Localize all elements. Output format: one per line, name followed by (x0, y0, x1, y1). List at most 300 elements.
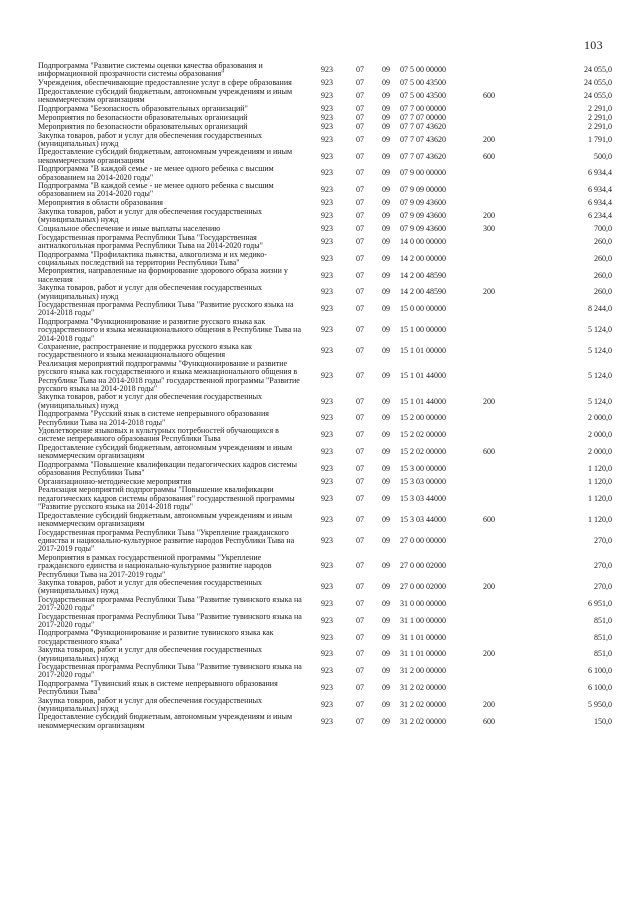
target-item-code: 15 1 01 00000 (400, 346, 446, 356)
row-name: Удовлетворение языковых и культурных потребностей обучающихся в системе непрерывного образования Республики Тыва (38, 426, 279, 444)
expense-type-code (470, 410, 508, 427)
target-item-code: 07 9 09 00000 (400, 185, 446, 195)
target-item-code: 31 1 01 00000 (400, 632, 446, 642)
section-code: 07 (356, 582, 364, 592)
admin-code: 923 (321, 198, 333, 208)
table-row (38, 132, 612, 149)
subsection-code: 09 (382, 476, 390, 486)
amount: 24 055,0 (584, 91, 612, 101)
expense-type-code: 200 (483, 287, 495, 297)
expense-type-code (470, 554, 508, 579)
section-code: 07 (356, 103, 364, 113)
target-item-code: 07 7 07 43620 (400, 121, 446, 131)
subsection-code: 09 (382, 683, 390, 693)
target-item-code: 07 7 07 00000 (400, 112, 446, 122)
amount: 24 055,0 (584, 65, 612, 75)
section-code: 07 (356, 413, 364, 423)
section-code: 07 (356, 223, 364, 233)
table-row (38, 579, 612, 596)
target-item-code: 31 2 02 00000 (400, 716, 446, 726)
subsection-code: 09 (382, 396, 390, 406)
row-name: Подпрограмма "Безопасность образовательных организаций" (38, 103, 248, 113)
expense-type-code (470, 486, 508, 511)
table-row (38, 646, 612, 663)
target-item-code: 31 1 00 00000 (400, 615, 446, 625)
target-item-code: 31 2 02 00000 (400, 699, 446, 709)
row-name: Подпрограмма "Тувинский язык в системе непрерывного образования Республики Тыва" (38, 678, 278, 697)
admin-code: 923 (321, 447, 333, 457)
amount: 5 950,0 (588, 699, 612, 709)
admin-code: 923 (321, 287, 333, 297)
row-name: Мероприятия в рамках государственной программы "Укрепление гражданского единства и национально-культурное развитие народов Республики Тыва на 2017-2019 годы" (38, 552, 272, 579)
expense-type-code (470, 165, 508, 182)
section-code: 07 (356, 716, 364, 726)
expense-type-code (470, 182, 508, 199)
expense-type-code (470, 427, 508, 444)
row-name: Государственная программа Республики Тыва "Развитие русского языка на 2014-2018 годы" (38, 299, 294, 318)
expense-type-code (470, 123, 508, 132)
table-row (38, 88, 612, 105)
admin-code: 923 (321, 151, 333, 161)
amount: 1 120,0 (588, 493, 612, 503)
target-item-code: 07 9 09 43600 (400, 223, 446, 233)
admin-code: 923 (321, 463, 333, 473)
target-item-code: 15 3 03 44000 (400, 493, 446, 503)
table-row (38, 663, 612, 680)
expense-type-code (470, 251, 508, 268)
amount: 851,0 (594, 632, 612, 642)
amount: 1 791,0 (588, 134, 612, 144)
row-name: Мероприятия, направленные на формирование здорового образа жизни у населения (38, 266, 288, 284)
amount: 2 000,0 (588, 413, 612, 423)
table-row (38, 62, 612, 79)
section-code: 07 (356, 493, 364, 503)
target-item-code: 14 2 00 48590 (400, 287, 446, 297)
amount: 260,0 (594, 270, 612, 280)
admin-code: 923 (321, 561, 333, 571)
expense-type-code: 200 (483, 134, 495, 144)
expense-type-code (470, 301, 508, 318)
section-code: 07 (356, 78, 364, 88)
section-code: 07 (356, 304, 364, 314)
row-name: Организационно-методические мероприятия (38, 476, 192, 486)
section-code: 07 (356, 683, 364, 693)
subsection-code: 09 (382, 287, 390, 297)
admin-code: 923 (321, 582, 333, 592)
expense-type-code: 600 (483, 514, 495, 524)
row-name: Государственная программа Республики Тыва "Государственная антиалкогольная программа Республики Тыва на 2014-2020 годы" (38, 232, 263, 251)
amount: 5 124,0 (588, 371, 612, 381)
admin-code: 923 (321, 535, 333, 545)
row-name: Подпрограмма "Развитие системы оценки качества образования и информационной прозрачности системы образования" (38, 61, 263, 79)
admin-code: 923 (321, 168, 333, 178)
subsection-code: 09 (382, 304, 390, 314)
subsection-code: 09 (382, 211, 390, 221)
expense-type-code (470, 343, 508, 360)
subsection-code: 09 (382, 121, 390, 131)
target-item-code: 07 9 09 43600 (400, 211, 446, 221)
row-name: Закупка товаров, работ и услуг для обеспечения государственных (муниципальных) нужд (38, 392, 263, 410)
budget-table (38, 62, 612, 730)
row-name: Закупка товаров, работ и услуг для обеспечения государственных (муниципальных) нужд (38, 283, 263, 301)
subsection-code: 09 (382, 598, 390, 608)
admin-code: 923 (321, 413, 333, 423)
section-code: 07 (356, 270, 364, 280)
table-row (38, 360, 612, 394)
target-item-code: 07 5 00 43500 (400, 91, 446, 101)
admin-code: 923 (321, 396, 333, 406)
amount: 150,0 (594, 716, 612, 726)
amount: 5 124,0 (588, 346, 612, 356)
table-row (38, 318, 612, 343)
amount: 6 234,4 (588, 211, 612, 221)
amount: 5 124,0 (588, 325, 612, 335)
amount: 24 055,0 (584, 78, 612, 88)
admin-code: 923 (321, 112, 333, 122)
subsection-code: 09 (382, 615, 390, 625)
subsection-code: 09 (382, 699, 390, 709)
amount: 6 100,0 (588, 666, 612, 676)
subsection-code: 09 (382, 185, 390, 195)
section-code: 07 (356, 65, 364, 75)
amount: 270,0 (594, 535, 612, 545)
row-name: Государственная программа Республики Тыва "Развитие тувинского языка на 2017-2020 годы" (38, 594, 302, 613)
row-name: Предоставление субсидий бюджетным, автономным учреждениям и иным некоммерческим организациям (38, 147, 293, 165)
section-code: 07 (356, 371, 364, 381)
row-name: Мероприятия по безопасности образовательных организаций (38, 112, 248, 122)
target-item-code: 15 0 00 00000 (400, 304, 446, 314)
table-row (38, 554, 612, 579)
section-code: 07 (356, 151, 364, 161)
admin-code: 923 (321, 253, 333, 263)
admin-code: 923 (321, 699, 333, 709)
expense-type-code: 200 (483, 211, 495, 221)
amount: 6 951,0 (588, 598, 612, 608)
subsection-code: 09 (382, 151, 390, 161)
section-code: 07 (356, 632, 364, 642)
admin-code: 923 (321, 683, 333, 693)
row-name: Предоставление субсидий бюджетным, автономным учреждениям и иным некоммерческим организациям (38, 712, 293, 730)
table-row (38, 512, 612, 529)
expense-type-code (470, 613, 508, 630)
table-row (38, 629, 612, 646)
section-code: 07 (356, 396, 364, 406)
admin-code: 923 (321, 514, 333, 524)
amount: 260,0 (594, 236, 612, 246)
target-item-code: 07 7 07 43620 (400, 134, 446, 144)
row-name: Предоставление субсидий бюджетным, автономным учреждениям и иным некоммерческим организациям (38, 510, 293, 529)
expense-type-code: 600 (483, 447, 495, 457)
admin-code: 923 (321, 346, 333, 356)
target-item-code: 27 0 00 02000 (400, 582, 446, 592)
amount: 6 934,4 (588, 168, 612, 178)
expense-type-code (470, 318, 508, 343)
subsection-code: 09 (382, 325, 390, 335)
expense-type-code (470, 663, 508, 680)
admin-code: 923 (321, 185, 333, 195)
row-name: Подпрограмма "Русский язык в системе непрерывного образования Республики Тыва на 2014-2018 годы" (38, 409, 269, 427)
section-code: 07 (356, 447, 364, 457)
subsection-code: 09 (382, 134, 390, 144)
table-row (38, 461, 612, 478)
subsection-code: 09 (382, 103, 390, 113)
row-name: Закупка товаров, работ и услуг для обеспечения государственных (муниципальных) нужд (38, 130, 263, 149)
target-item-code: 27 0 00 02000 (400, 561, 446, 571)
row-name: Предоставление субсидий бюджетным, автономным учреждениям и иным некоммерческим организациям (38, 442, 293, 461)
subsection-code: 09 (382, 561, 390, 571)
row-name: Учреждения, обеспечивающие предоставление услуг в сфере образования (38, 78, 292, 88)
row-name: Предоставление субсидий бюджетным, автономным учреждениям и иным некоммерческим организациям (38, 86, 293, 105)
expense-type-code: 200 (483, 649, 495, 659)
subsection-code: 09 (382, 649, 390, 659)
table-row (38, 208, 612, 225)
row-name: Социальное обеспечение и иные выплаты населению (38, 223, 221, 233)
amount: 6 934,4 (588, 198, 612, 208)
expense-type-code: 600 (483, 151, 495, 161)
section-code: 07 (356, 476, 364, 486)
target-item-code: 31 0 00 00000 (400, 598, 446, 608)
expense-type-code (470, 360, 508, 394)
subsection-code: 09 (382, 632, 390, 642)
expense-type-code: 300 (483, 223, 495, 233)
target-item-code: 14 2 00 00000 (400, 253, 446, 263)
section-code: 07 (356, 134, 364, 144)
admin-code: 923 (321, 325, 333, 335)
section-code: 07 (356, 346, 364, 356)
admin-code: 923 (321, 236, 333, 246)
subsection-code: 09 (382, 346, 390, 356)
amount: 2 000,0 (588, 447, 612, 457)
admin-code: 923 (321, 223, 333, 233)
expense-type-code: 600 (483, 716, 495, 726)
subsection-code: 09 (382, 430, 390, 440)
admin-code: 923 (321, 476, 333, 486)
target-item-code: 07 7 00 00000 (400, 103, 446, 113)
subsection-code: 09 (382, 270, 390, 280)
amount: 2 291,0 (588, 103, 612, 113)
section-code: 07 (356, 211, 364, 221)
target-item-code: 31 1 01 00000 (400, 649, 446, 659)
admin-code: 923 (321, 103, 333, 113)
row-name: Подпрограмма "В каждой семье - не менее одного ребенка с высшим образованием на 2014-2020 годы" (38, 181, 274, 199)
expense-type-code: 200 (483, 396, 495, 406)
target-item-code: 14 0 00 00000 (400, 236, 446, 246)
row-name: Мероприятия в области образования (38, 198, 163, 208)
subsection-code: 09 (382, 413, 390, 423)
row-name: Подпрограмма "Функционирование и развитие тувинского языка как государственного языка" (38, 628, 274, 646)
row-name: Сохранение, распространение и поддержка русского языка как государственного и языка межнационального общения (38, 341, 253, 360)
table-row (38, 393, 612, 410)
section-code: 07 (356, 514, 364, 524)
subsection-code: 09 (382, 112, 390, 122)
admin-code: 923 (321, 211, 333, 221)
table-row (38, 680, 612, 697)
row-name: Государственная программа Республики Тыва "Развитие тувинского языка на 2017-2020 годы" (38, 611, 302, 629)
target-item-code: 15 1 00 00000 (400, 325, 446, 335)
expense-type-code (470, 62, 508, 79)
expense-type-code (470, 529, 508, 554)
table-row (38, 410, 612, 427)
target-item-code: 15 1 01 44000 (400, 396, 446, 406)
row-name: Подпрограмма "В каждой семье - не менее одного ребенка с высшим образованием на 2014-2020 годы" (38, 164, 274, 182)
expense-type-code (470, 596, 508, 613)
amount: 2 291,0 (588, 121, 612, 131)
amount: 2 291,0 (588, 112, 612, 122)
subsection-code: 09 (382, 582, 390, 592)
amount: 6 100,0 (588, 683, 612, 693)
target-item-code: 15 3 03 00000 (400, 476, 446, 486)
subsection-code: 09 (382, 253, 390, 263)
subsection-code: 09 (382, 447, 390, 457)
target-item-code: 15 2 02 00000 (400, 430, 446, 440)
section-code: 07 (356, 287, 364, 297)
expense-type-code (470, 199, 508, 208)
row-name: Закупка товаров, работ и услуг для обеспечения государственных (муниципальных) нужд (38, 645, 263, 663)
admin-code: 923 (321, 78, 333, 88)
target-item-code: 15 1 01 44000 (400, 371, 446, 381)
table-row (38, 182, 612, 199)
expense-type-code (470, 477, 508, 486)
target-item-code: 15 3 03 44000 (400, 514, 446, 524)
row-name: Закупка товаров, работ и услуг для обеспечения государственных (муниципальных) нужд (38, 206, 263, 225)
table-row (38, 697, 612, 714)
section-code: 07 (356, 185, 364, 195)
row-name: Подпрограмма "Повышение квалификации педагогических кадров системы образования Республики Тыва" (38, 459, 297, 478)
table-row (38, 234, 612, 251)
expense-type-code (470, 234, 508, 251)
row-name: Подпрограмма "Функционирование и развитие русского языка как государственного и языка межнационального общения в Республике Тыва на 2014-2018 годы" (38, 316, 301, 343)
target-item-code: 07 5 00 00000 (400, 65, 446, 75)
target-item-code: 15 2 02 00000 (400, 447, 446, 457)
subsection-code: 09 (382, 198, 390, 208)
target-item-code: 15 3 00 00000 (400, 463, 446, 473)
row-name: Государственная программа Республики Тыва "Развитие тувинского языка на 2017-2020 годы" (38, 662, 302, 680)
amount: 260,0 (594, 287, 612, 297)
section-code: 07 (356, 561, 364, 571)
target-item-code: 27 0 00 00000 (400, 535, 446, 545)
section-code: 07 (356, 598, 364, 608)
expense-type-code (470, 114, 508, 123)
table-row (38, 427, 612, 444)
amount: 260,0 (594, 253, 612, 263)
table-row (38, 444, 612, 461)
amount: 2 000,0 (588, 430, 612, 440)
row-name: Закупка товаров, работ и услуг для обеспечения государственных (муниципальных) нужд (38, 577, 263, 596)
section-code: 07 (356, 666, 364, 676)
row-name: Реализация мероприятий подпрограммы "Функционирование и развитие русского языка как государственного и языка межнационального общения в Республике Тыва на 2014-2018 годы" государственной программы "Развитие русского языка на 2014-2018 годы" (38, 358, 300, 393)
amount: 700,0 (594, 223, 612, 233)
target-item-code: 07 9 00 00000 (400, 168, 446, 178)
amount: 500,0 (594, 151, 612, 161)
expense-type-code (470, 267, 508, 284)
target-item-code: 14 2 00 48590 (400, 270, 446, 280)
table-row (38, 251, 612, 268)
subsection-code: 09 (382, 78, 390, 88)
subsection-code: 09 (382, 716, 390, 726)
row-name: Мероприятия по безопасности образовательных организаций (38, 121, 248, 131)
amount: 851,0 (594, 615, 612, 625)
amount: 270,0 (594, 561, 612, 571)
amount: 270,0 (594, 582, 612, 592)
expense-type-code (470, 79, 508, 88)
admin-code: 923 (321, 91, 333, 101)
target-item-code: 07 9 09 43600 (400, 198, 446, 208)
row-name: Закупка товаров, работ и услуг для обеспечения государственных (муниципальных) нужд (38, 695, 263, 714)
admin-code: 923 (321, 65, 333, 75)
admin-code: 923 (321, 371, 333, 381)
target-item-code: 07 5 00 43500 (400, 78, 446, 88)
section-code: 07 (356, 253, 364, 263)
table-row (38, 148, 612, 165)
table-row (38, 301, 612, 318)
table-row (38, 267, 612, 284)
expense-type-code: 200 (483, 582, 495, 592)
section-code: 07 (356, 649, 364, 659)
admin-code: 923 (321, 270, 333, 280)
section-code: 07 (356, 121, 364, 131)
subsection-code: 09 (382, 223, 390, 233)
table-row (38, 486, 612, 511)
section-code: 07 (356, 325, 364, 335)
table-row (38, 284, 612, 301)
subsection-code: 09 (382, 463, 390, 473)
table-row (38, 165, 612, 182)
subsection-code: 09 (382, 168, 390, 178)
target-item-code: 07 7 07 43620 (400, 151, 446, 161)
subsection-code: 09 (382, 514, 390, 524)
amount: 6 934,4 (588, 185, 612, 195)
admin-code: 923 (321, 615, 333, 625)
subsection-code: 09 (382, 493, 390, 503)
admin-code: 923 (321, 716, 333, 726)
subsection-code: 09 (382, 65, 390, 75)
admin-code: 923 (321, 430, 333, 440)
section-code: 07 (356, 463, 364, 473)
subsection-code: 09 (382, 91, 390, 101)
subsection-code: 09 (382, 371, 390, 381)
admin-code: 923 (321, 134, 333, 144)
amount: 1 120,0 (588, 476, 612, 486)
expense-type-code: 200 (483, 699, 495, 709)
expense-type-code (470, 680, 508, 697)
amount: 1 120,0 (588, 463, 612, 473)
subsection-code: 09 (382, 535, 390, 545)
section-code: 07 (356, 699, 364, 709)
target-item-code: 15 2 00 00000 (400, 413, 446, 423)
expense-type-code (470, 105, 508, 114)
admin-code: 923 (321, 121, 333, 131)
target-item-code: 31 2 00 00000 (400, 666, 446, 676)
row-name: Государственная программа Республики Тыва "Укрепление гражданского единства и национально-культурное развитие народов Республики Тыва на 2017-2019 годы" (38, 527, 295, 554)
admin-code: 923 (321, 666, 333, 676)
amount: 851,0 (594, 649, 612, 659)
expense-type-code (470, 629, 508, 646)
table-row (38, 343, 612, 360)
admin-code: 923 (321, 304, 333, 314)
expense-type-code: 600 (483, 91, 495, 101)
section-code: 07 (356, 168, 364, 178)
subsection-code: 09 (382, 236, 390, 246)
admin-code: 923 (321, 649, 333, 659)
target-item-code: 31 2 02 00000 (400, 683, 446, 693)
table-row (38, 529, 612, 554)
admin-code: 923 (321, 493, 333, 503)
row-name: Подпрограмма "Профилактика пьянства, алкоголизма и их медико-социальных последствий на территории Республики Тыва" (38, 249, 267, 267)
table-row (38, 613, 612, 630)
admin-code: 923 (321, 632, 333, 642)
section-code: 07 (356, 236, 364, 246)
section-code: 07 (356, 91, 364, 101)
